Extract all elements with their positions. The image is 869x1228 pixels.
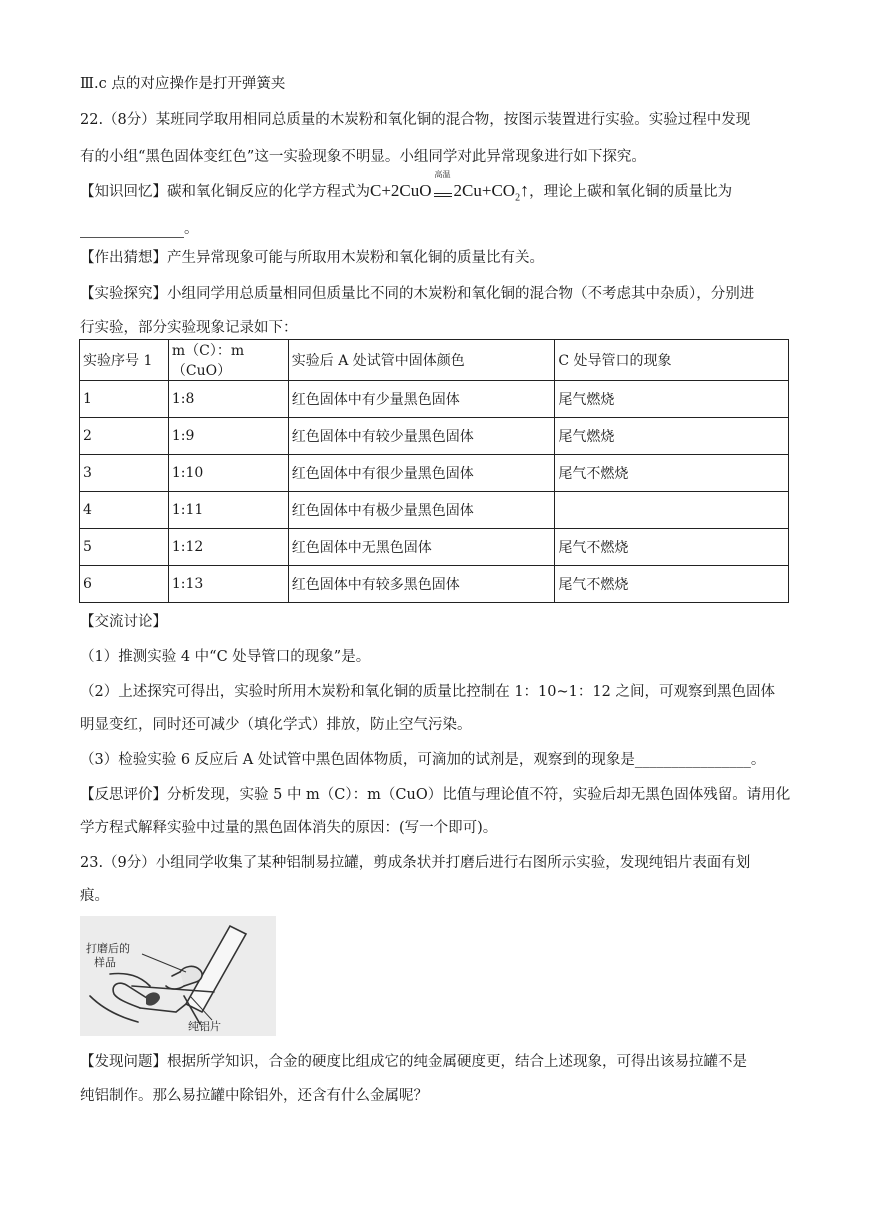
hypothesis-line: 【作出猜想】产生异常现象可能与所取用木炭粉和氧化铜的质量比有关。 (80, 250, 544, 266)
discussion-q1: （1）推测实验 4 中“C 处导管口的现象”是。 (80, 649, 371, 665)
photo-label-pure-aluminum: 纯铝片 (188, 1020, 221, 1033)
table-cell: 6 (80, 566, 169, 603)
knowledge-recall-suffix: ，理论上碳和氧化铜的质量比为 (529, 184, 733, 200)
table-cell: 尾气不燃烧 (555, 566, 789, 603)
equation-left: C+2CuO (370, 181, 432, 200)
table-cell: 2 (80, 418, 169, 455)
table-cell: 尾气燃烧 (555, 418, 789, 455)
header-cell: 实验序号 1 (80, 340, 169, 381)
table-cell: 5 (80, 529, 169, 566)
answer-blank-line (80, 217, 199, 238)
table-cell: 红色固体中有很少量黑色固体 (288, 455, 555, 492)
table-cell: 1 (80, 381, 169, 418)
question-23-line-1: 23.（9分）小组同学收集了某种铝制易拉罐，剪成条状并打磨后进行右图所示实验，发现纯铝片表面有划 (80, 855, 751, 871)
table-cell: 1:11 (168, 492, 288, 529)
discussion-q2-line-2: 明显变红，同时还可减少（填化学式）排放，防止空气污染。 (80, 717, 472, 733)
answer-blank[interactable] (80, 221, 184, 238)
gas-arrow-icon: ↑ (520, 180, 530, 200)
discussion-q3: （3）检验实验 6 反应后 A 处试管中黑色固体物质，可滴加的试剂是，观察到的现象是________________。 (80, 752, 766, 768)
table-row (80, 418, 789, 455)
knowledge-recall-prefix: 【知识回忆】碳和氧化铜反应的化学方程式为 (80, 184, 370, 200)
table-cell: 红色固体中有较多黑色固体 (288, 566, 555, 603)
equation-subscript: 2 (515, 192, 521, 204)
scratch-test-photo (80, 916, 276, 1036)
header-cell: C 处导管口的现象 (555, 340, 789, 381)
experiment-line-1: 【实验探究】小组同学用总质量相同但质量比不同的木炭粉和氧化铜的混合物（不考虑其中杂质），分别进 (80, 286, 755, 302)
table-cell: 1:12 (168, 529, 288, 566)
table-cell: 尾气不燃烧 (555, 529, 789, 566)
problem-line-1: 【发现问题】根据所学知识，合金的硬度比组成它的纯金属硬度更，结合上述现象，可得出该易拉罐不是 (80, 1054, 747, 1070)
photo-label-sample-2: 样品 (94, 956, 116, 969)
knowledge-recall-line (80, 170, 733, 204)
table-cell: 4 (80, 492, 169, 529)
table-cell: 3 (80, 455, 169, 492)
table-cell: 尾气燃烧 (555, 381, 789, 418)
table-cell: 1:8 (168, 381, 288, 418)
table-row (80, 529, 789, 566)
equation-double-bar (434, 193, 452, 197)
photo-label-sample-1: 打磨后的 (86, 942, 130, 955)
table-cell: 1:9 (168, 418, 288, 455)
question-22-line-1: 22.（8分）某班同学取用相同总质量的木炭粉和氧化铜的混合物，按图示装置进行实验。实验过程中发现 (80, 112, 751, 128)
table-cell: 红色固体中无黑色固体 (288, 529, 555, 566)
problem-line-2: 纯铝制作。那么易拉罐中除铝外，还含有什么金属呢？ (80, 1088, 428, 1104)
question-22-line-2: 有的小组“黑色固体变红色”这一实验现象不明显。小组同学对此异常现象进行如下探究。 (80, 149, 646, 165)
reflection-line-2: 学方程式解释实验中过量的黑色固体消失的原因：(写一个即可)。 (80, 820, 498, 836)
discussion-heading: 【交流讨论】 (80, 614, 167, 630)
experiment-line-2: 行实验，部分实验现象记录如下： (80, 320, 298, 336)
table-row (80, 455, 789, 492)
header-cell: m（C）：m（CuO） (168, 340, 288, 381)
discussion-q2-line-1: （2）上述探究可得出，实验时所用木炭粉和氧化铜的质量比控制在 1：10~1：12 之间，可观察到黑色固体 (80, 684, 775, 700)
table-row (80, 492, 789, 529)
table-row (80, 381, 789, 418)
header-cell: 实验后 A 处试管中固体颜色 (288, 340, 555, 381)
reaction-condition (432, 170, 454, 201)
table-header-row (80, 340, 789, 381)
condition-label: 高温 (434, 170, 451, 179)
table-cell: 红色固体中有较少量黑色固体 (288, 418, 555, 455)
table-cell: 1:10 (168, 455, 288, 492)
equation-right: 2Cu+CO (453, 181, 516, 200)
chemical-equation (370, 170, 530, 204)
table-cell: 红色固体中有少量黑色固体 (288, 381, 555, 418)
results-table (79, 339, 789, 603)
table-cell: 红色固体中有极少量黑色固体 (288, 492, 555, 529)
period: 。 (184, 221, 199, 237)
line-0: Ⅲ.c 点的对应操作是打开弹簧夹 (80, 76, 286, 92)
question-23-line-2: 痕。 (80, 888, 109, 904)
table-cell-empty (555, 492, 789, 529)
reflection-line-1: 【反思评价】分析发现，实验 5 中 m（C）：m（CuO）比值与理论值不符，实验后却无黑色固体残留。请用化 (80, 787, 791, 803)
table-cell: 1:13 (168, 566, 288, 603)
table-cell: 尾气不燃烧 (555, 455, 789, 492)
table-row (80, 566, 789, 603)
